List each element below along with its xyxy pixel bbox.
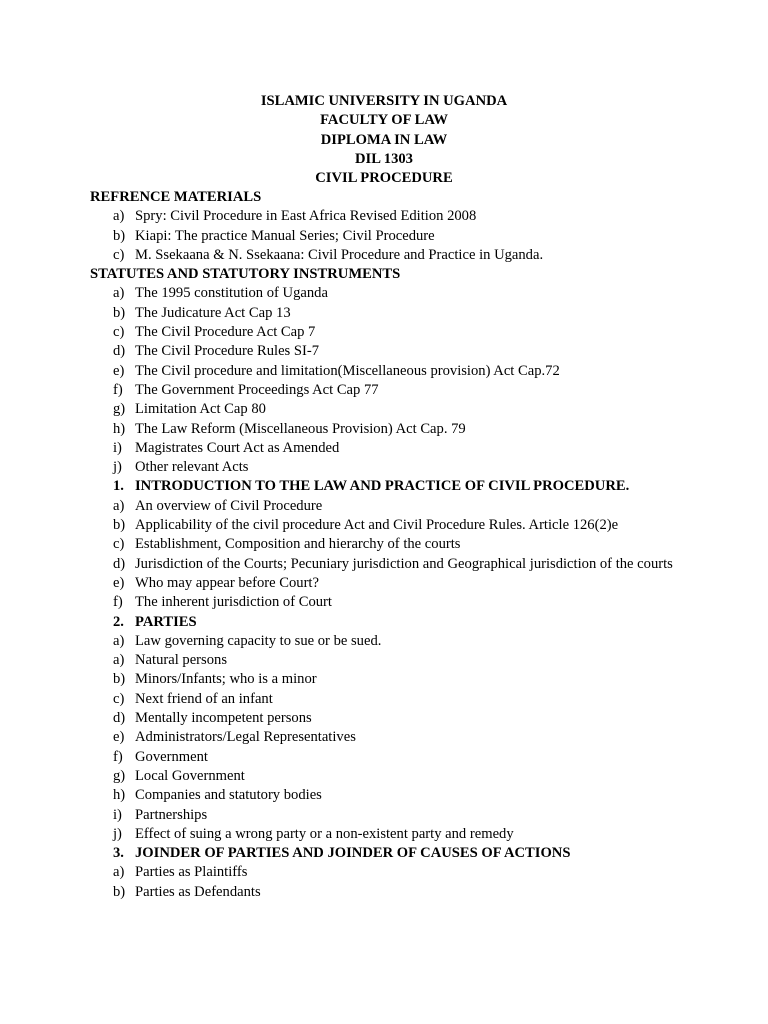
section-1-heading (90, 477, 678, 496)
list-item (90, 786, 678, 805)
list-item (90, 748, 678, 767)
document-body (90, 188, 678, 902)
list-item-text: Local Government (135, 767, 245, 784)
list-item (90, 497, 678, 516)
university-name: ISLAMIC UNIVERSITY IN UGANDA (260, 93, 508, 109)
section-title: PARTIES (135, 613, 197, 630)
list-item (90, 516, 678, 535)
list-marker: a) (113, 497, 125, 514)
list-marker: b) (113, 227, 126, 244)
section-number: 3. (113, 845, 124, 862)
list-item-text: Magistrates Court Act as Amended (135, 439, 340, 456)
list-item (90, 284, 678, 303)
section-title: INTRODUCTION TO THE LAW AND PRACTICE OF CIVIL PROCEDURE. (135, 478, 630, 495)
list-marker: a) (113, 208, 125, 225)
list-marker: f) (113, 594, 123, 611)
list-marker: e) (113, 574, 125, 591)
list-item (90, 825, 678, 844)
list-item-text: Effect of suing a wrong party or a non-existent party and remedy (135, 825, 514, 842)
list-marker: i) (113, 439, 122, 456)
list-item (90, 574, 678, 593)
list-item (90, 555, 678, 574)
document-header (0, 92, 768, 188)
list-item-text: Next friend of an infant (135, 690, 273, 707)
list-item (90, 863, 678, 882)
list-marker: c) (113, 536, 125, 553)
list-marker: c) (113, 324, 125, 341)
section-1-list (90, 497, 678, 613)
list-item (90, 806, 678, 825)
list-marker: g) (113, 767, 126, 784)
list-item (90, 207, 678, 226)
list-item-text: Jurisdiction of the Courts; Pecuniary jurisdiction and Geographical jurisdiction of the courts (135, 555, 673, 572)
list-item (90, 304, 678, 323)
list-marker: b) (113, 304, 126, 321)
list-marker: b) (113, 671, 126, 688)
course-title: CIVIL PROCEDURE (315, 170, 453, 187)
list-item (90, 246, 678, 265)
program-name: DIPLOMA IN LAW (320, 131, 448, 148)
list-marker: i) (113, 806, 122, 823)
list-item-text: The Law Reform (Miscellaneous Provision) Act Cap. 79 (135, 420, 466, 437)
list-item (90, 709, 678, 728)
list-marker: e) (113, 362, 125, 379)
list-item-text: The Civil Procedure Act Cap 7 (135, 324, 316, 341)
list-item (90, 883, 678, 902)
list-item (90, 728, 678, 747)
list-marker: d) (113, 710, 126, 727)
list-item (90, 400, 678, 419)
list-item-text: The 1995 constitution of Uganda (135, 285, 328, 302)
list-item (90, 458, 678, 477)
list-item-text: Parties as Plaintiffs (135, 864, 248, 881)
statutes-list (90, 284, 678, 477)
list-marker: d) (113, 343, 126, 360)
section-3-heading (90, 844, 678, 863)
list-marker: j) (113, 459, 122, 476)
list-item (90, 323, 678, 342)
list-item-text: Law governing capacity to sue or be sued. (135, 632, 382, 649)
list-item-text: Spry: Civil Procedure in East Africa Revised Edition 2008 (135, 208, 477, 225)
list-marker: f) (113, 381, 123, 398)
list-item (90, 670, 678, 689)
list-item-text: The Civil Procedure Rules SI-7 (135, 343, 320, 360)
list-item-text: Government (135, 748, 208, 765)
list-marker: f) (113, 748, 123, 765)
list-item (90, 767, 678, 786)
list-marker: h) (113, 787, 126, 804)
list-item-text: M. Ssekaana & N. Ssekaana: Civil Procedure and Practice in Uganda. (135, 246, 544, 263)
list-marker: c) (113, 690, 125, 707)
list-item-text: Minors/Infants; who is a minor (135, 671, 317, 688)
list-item-text: Establishment, Composition and hierarchy of the courts (135, 536, 461, 553)
section-3-list (90, 863, 678, 902)
list-item (90, 439, 678, 458)
list-item-text: An overview of Civil Procedure (135, 497, 323, 514)
list-item (90, 535, 678, 554)
list-item-text: Kiapi: The practice Manual Series; Civil Procedure (135, 227, 435, 244)
list-marker: d) (113, 555, 126, 572)
list-marker: a) (113, 632, 125, 649)
list-item-text: Partnerships (135, 806, 208, 823)
section-title: JOINDER OF PARTIES AND JOINDER OF CAUSES OF ACTIONS (135, 845, 571, 862)
section-number: 1. (113, 478, 124, 495)
list-marker: a) (113, 652, 125, 669)
list-marker: h) (113, 420, 126, 437)
list-marker: a) (113, 285, 125, 302)
list-item-text: Natural persons (135, 652, 227, 669)
list-item-text: The Government Proceedings Act Cap 77 (135, 381, 379, 398)
list-marker: g) (113, 401, 126, 418)
list-item (90, 342, 678, 361)
list-item-text: Applicability of the civil procedure Act and Civil Procedure Rules. Article 126(2)e (135, 517, 619, 534)
section-2-list (90, 632, 678, 844)
list-item-text: Other relevant Acts (135, 459, 249, 476)
list-item (90, 632, 678, 651)
list-item (90, 420, 678, 439)
list-marker: b) (113, 517, 126, 534)
list-item-text: The inherent jurisdiction of Court (135, 594, 332, 611)
list-marker: b) (113, 883, 126, 900)
list-item-text: Limitation Act Cap 80 (135, 401, 266, 418)
list-item-text: The Judicature Act Cap 13 (135, 304, 291, 321)
list-item-text: Mentally incompetent persons (135, 710, 312, 727)
list-marker: c) (113, 246, 125, 263)
list-item-text: Parties as Defendants (135, 883, 261, 900)
list-marker: j) (113, 825, 122, 842)
section-2-heading (90, 613, 678, 632)
list-item (90, 593, 678, 612)
list-marker: a) (113, 864, 125, 881)
reference-materials-heading: REFRENCE MATERIALS (90, 189, 262, 205)
list-item (90, 651, 678, 670)
list-item-text: Companies and statutory bodies (135, 787, 322, 804)
list-marker: e) (113, 729, 125, 746)
list-item-text: Who may appear before Court? (135, 574, 319, 591)
list-item (90, 227, 678, 246)
statutes-heading: STATUTES AND STATUTORY INSTRUMENTS (90, 266, 401, 283)
reference-materials-list (90, 207, 678, 265)
list-item (90, 362, 678, 381)
faculty-name: FACULTY OF LAW (320, 112, 448, 129)
list-item-text: Administrators/Legal Representatives (135, 729, 356, 746)
list-item (90, 690, 678, 709)
section-number: 2. (113, 613, 124, 630)
list-item-text: The Civil procedure and limitation(Miscellaneous provision) Act Cap.72 (135, 362, 560, 379)
list-item (90, 381, 678, 400)
course-code: DIL 1303 (355, 150, 413, 167)
